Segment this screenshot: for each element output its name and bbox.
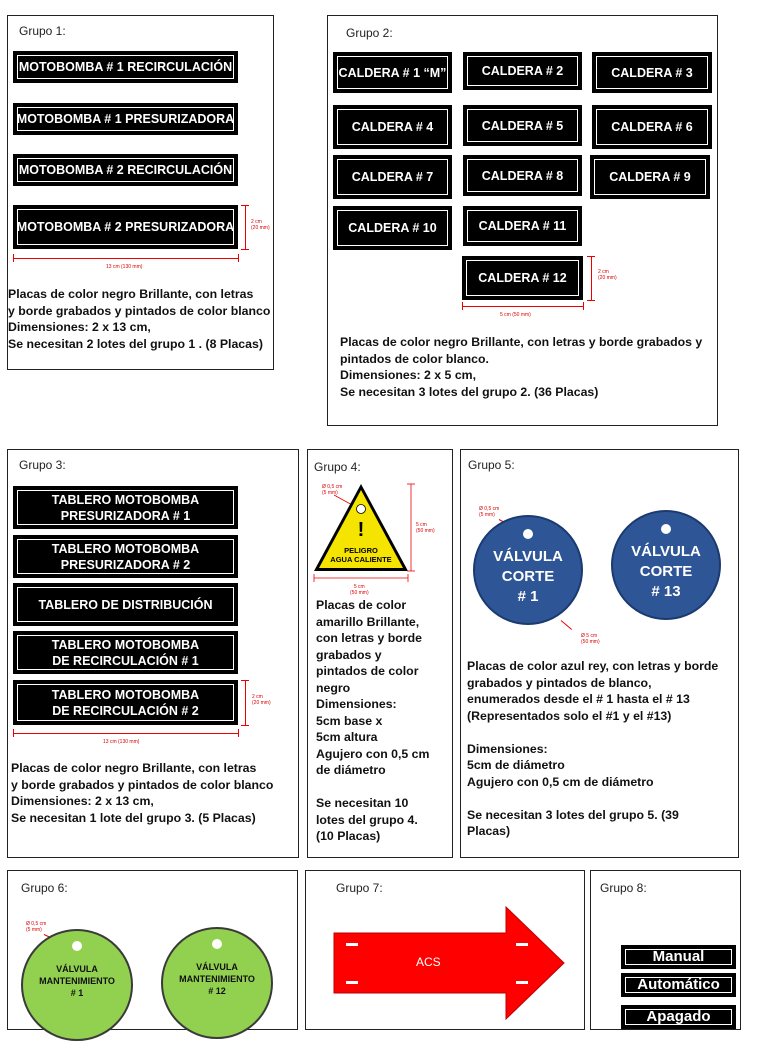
- dim-label-height: 2 cm (20 mm): [252, 694, 271, 706]
- dim-label-width: 5 cm (50 mm): [500, 312, 531, 318]
- dim-label-diameter: Ø 5 cm (50 mm): [581, 633, 600, 645]
- plate-g2-10: CALDERA # 10: [333, 206, 452, 250]
- plate-g2-11: CALDERA # 11: [463, 206, 582, 246]
- plate-g2-3: CALDERA # 3: [592, 52, 712, 93]
- hole-label: Ø 0,5 cm (5 mm): [322, 484, 343, 496]
- plate-g3-2: TABLERO MOTOBOMBA PRESURIZADORA # 2: [13, 535, 238, 578]
- plate-g2-8: CALDERA # 8: [463, 155, 582, 196]
- dim-label-width: 13 cm (130 mm): [106, 264, 143, 270]
- group-1-panel: [7, 15, 274, 370]
- plate-g1-3: MOTOBOMBA # 2 RECIRCULACIÓN: [13, 154, 238, 186]
- maintenance-valve-circle-1: VÁLVULA MANTENIMIENTO # 1: [21, 929, 133, 1041]
- plate-g3-1: TABLERO MOTOBOMBA PRESURIZADORA # 1: [13, 486, 238, 529]
- group-2-description: Placas de color negro Brillante, con letras y borde grabados y pintados de color blanco. Dimensiones: 2 x 5 cm, Se necesitan 3 lotes del grupo 2. (36 Placas): [340, 335, 703, 399]
- plate-g3-5: TABLERO MOTOBOMBA DE RECIRCULACIÓN # 2: [13, 680, 238, 725]
- warning-triangle-sign: [308, 480, 454, 600]
- group-5-title: Grupo 5:: [468, 458, 515, 472]
- group-6-title: Grupo 6:: [21, 881, 68, 895]
- group-5-panel: [460, 449, 739, 858]
- acs-arrow-sign: [306, 871, 586, 1031]
- dim-line-height: [591, 256, 592, 300]
- dim-line-width: [13, 733, 238, 734]
- group-6-panel: [7, 870, 298, 1030]
- group-3-title: Grupo 3:: [19, 458, 66, 472]
- group-1-description: Placas de color negro Brillante, con letras y borde grabados y pintados de color blanco Dimensiones: 2 x 13 cm, Se necesitan 2 lotes del grupo 1 . (8 Placas): [8, 287, 271, 351]
- hole-label: Ø 0,5 cm (5 mm): [26, 921, 47, 933]
- maintenance-valve-circle-12: VÁLVULA MANTENIMIENTO # 12: [161, 927, 273, 1039]
- plate-g2-4: CALDERA # 4: [333, 105, 452, 149]
- plate-g2-2: CALDERA # 2: [463, 52, 582, 90]
- group-5-description: Placas de color azul rey, con letras y borde grabados y pintados de blanco, enumerados desde el # 1 hasta el # 13 (Representados solo el #1 y el #13) Dimensiones: 5cm de diámetro Agujero con 0,5 cm de diámetro Se necesitan 3 lotes del grupo 5. (39 Placas): [467, 659, 719, 838]
- group-2-title: Grupo 2:: [346, 26, 393, 40]
- mode-plate-manual: Manual: [621, 945, 736, 969]
- plate-g2-12: CALDERA # 12: [462, 256, 583, 300]
- dim-line-height: [245, 205, 246, 249]
- plate-g2-7: CALDERA # 7: [333, 155, 452, 199]
- hole-label: Ø 0,5 cm (5 mm): [479, 506, 500, 518]
- plate-g2-9: CALDERA # 9: [590, 155, 710, 199]
- hole: [523, 529, 533, 539]
- group-2-panel: [327, 15, 718, 426]
- group-1-title: Grupo 1:: [19, 24, 66, 38]
- valve-circle-1: VÁLVULA CORTE # 1: [473, 515, 583, 625]
- group-4-title: Grupo 4:: [314, 460, 361, 474]
- group-8-title: Grupo 8:: [600, 881, 647, 895]
- dim-line-width: [462, 306, 583, 307]
- valve-circle-13: VÁLVULA CORTE # 13: [611, 510, 721, 620]
- hole: [72, 941, 82, 951]
- group-4-description: Placas de color amarillo Brillante, con letras y borde grabados y pintados de color negro Dimensiones: 5cm base x 5cm altura Agujero con 0,5 cm de diámetro Se necesitan 10 lotes del grupo 4. (10 Placas): [316, 598, 430, 843]
- plate-g3-3: TABLERO DE DISTRIBUCIÓN: [13, 583, 238, 626]
- warning-text: PELIGRO AGUA CALIENTE: [330, 546, 392, 564]
- mode-plate-apagado: Apagado: [621, 1005, 736, 1029]
- hole: [212, 939, 222, 949]
- dim-line-height: [245, 680, 246, 725]
- plate-g2-5: CALDERA # 5: [463, 105, 582, 146]
- plate-g2-1: CALDERA # 1 “M”: [333, 52, 452, 93]
- group-4-panel: [307, 449, 453, 858]
- plate-g1-4: MOTOBOMBA # 2 PRESURIZADORA: [13, 205, 238, 249]
- mode-plate-automatico: Automático: [621, 973, 736, 997]
- arrow-label: ACS: [416, 955, 441, 969]
- group-8-panel: [590, 870, 741, 1030]
- dim-label-width: 5 cm (50 mm): [350, 584, 369, 596]
- dim-label-height: 2 cm (20 mm): [598, 269, 617, 281]
- dim-label-width: 13 cm (130 mm): [103, 739, 140, 745]
- dim-label-height: 5 cm (50 mm): [416, 522, 435, 534]
- group-7-panel: [305, 870, 585, 1030]
- plate-g3-4: TABLERO MOTOBOMBA DE RECIRCULACIÓN # 1: [13, 631, 238, 674]
- dim-line-width: [13, 258, 238, 259]
- group-7-title: Grupo 7:: [336, 881, 383, 895]
- hole: [661, 524, 671, 534]
- plate-g1-2: MOTOBOMBA # 1 PRESURIZADORA: [13, 103, 238, 135]
- dim-label-height: 2 cm (20 mm): [251, 219, 270, 231]
- plate-g2-6: CALDERA # 6: [592, 105, 712, 149]
- group-3-description: Placas de color negro Brillante, con letras y borde grabados y pintados de color blanco Dimensiones: 2 x 13 cm, Se necesitan 1 lote del grupo 3. (5 Placas): [11, 761, 274, 825]
- group-3-panel: [7, 449, 299, 858]
- plate-g1-1: MOTOBOMBA # 1 RECIRCULACIÓN: [13, 51, 238, 83]
- warning-mark: !: [357, 519, 365, 541]
